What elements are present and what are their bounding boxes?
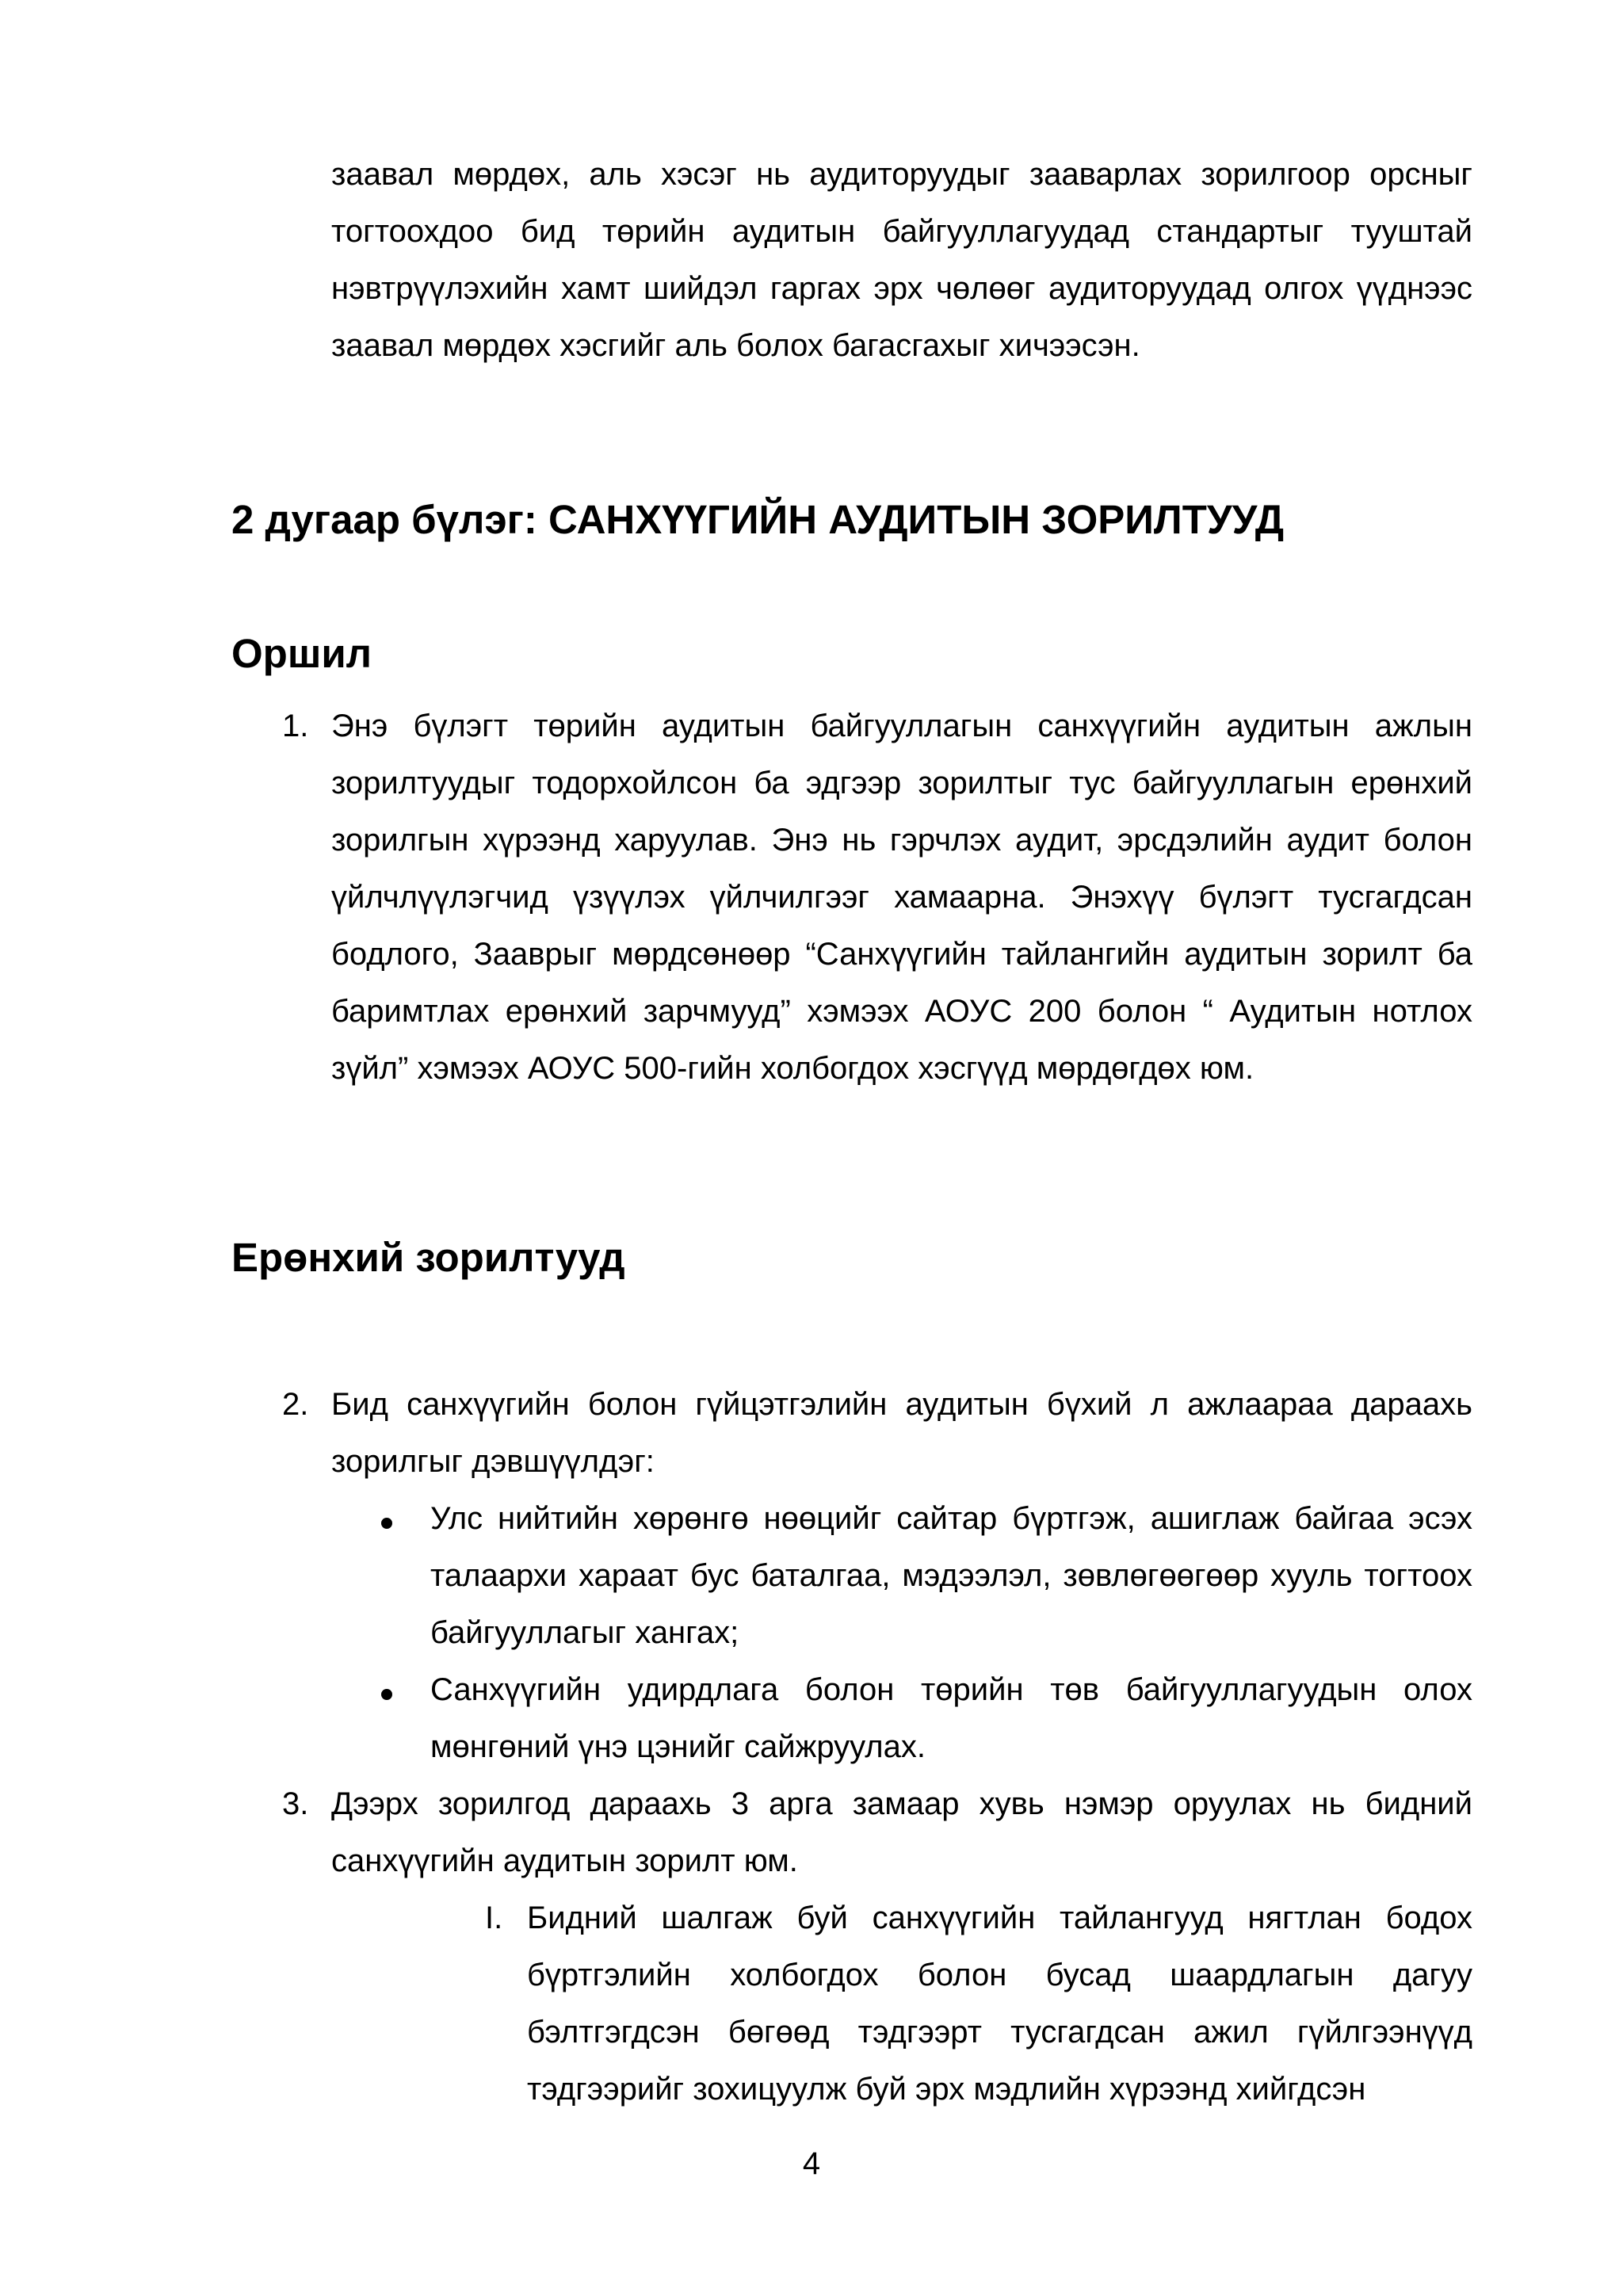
sublist-item-text: Бидний шалгаж буй санхүүгийн тайлангууд нягтлан бодох бүртгэлийн холбогдох болон бусад шаардлагын дагуу бэлтгэгдсэн бөгөөд тэдгээрт тусгагдсан ажил гүйлгээнүүд тэдгээрийг зохицуулж буй эрх мэдлийн хүрээнд хийгдсэн <box>527 1901 1472 2107</box>
list-item-number: 3. <box>282 1786 309 1821</box>
list-item-text: Энэ бүлэгт төрийн аудитын байгууллагын санхүүгийн аудитын ажлын зорилтуудыг тодорхойлсон ба эдгээр зорилтыг тус байгууллагын ерөнхий зорилгын хүрээнд харуулав. Энэ нь гэрчлэх аудит, эрсдэлийн аудит болон үйлчлүүлэгчид үзүүлэх үйлчилгээг хамаарна. Энэхүү бүлэгт тусгагдсан бодлого, Зааврыг мөрдсөнөөр “Санхүүгийн тайлангийн аудитын зорилт ба баримтлах ерөнхий зарчмууд” хэмээх АОУС 200 болон “ Аудитын нотлох зүйл” хэмээх АОУС 500-гийн холбогдох хэсгүүд мөрдөгдөх юм. <box>331 709 1472 1086</box>
page-number: 4 <box>802 2146 821 2181</box>
sublist-item-number: I. <box>485 1901 503 1935</box>
list-item-number: 1. <box>282 709 309 743</box>
section-title-general: Ерөнхий зорилтууд <box>231 1235 625 1280</box>
list-item-text: Дээрх зорилгод дараахь 3 арга замаар хувь нэмэр оруулах нь бидний санхүүгийн аудитын зорилт юм. <box>331 1786 1472 1878</box>
bullet-icon <box>381 1689 392 1700</box>
intro-continuation-paragraph: заавал мөрдөх, аль хэсэг нь аудиторуудыг зааварлах зорилгоор орсныг тогтоохдоо бид төрийн аудитын байгууллагуудад стандартыг тууштай нэвтрүүлэхийн хамт шийдэл гаргах эрх чөлөөг аудиторуудад олгох үүднээс заавал мөрдөх хэсгийг аль болох багасгахыг хичээсэн. <box>331 157 1472 363</box>
bullet-icon <box>381 1518 392 1529</box>
list-item-number: 2. <box>282 1387 309 1422</box>
bullet-item-text: Улс нийтийн хөрөнгө нөөцийг сайтар бүртгэж, ашиглаж байгаа эсэх талаархи хараат бус баталгаа, мэдээлэл, зөвлөгөөгөөр хууль тогтоох байгууллагыг хангах; <box>430 1501 1472 1650</box>
list-item-text: Бид санхүүгийн болон гүйцэтгэлийн аудитын бүхий л ажлаараа дараахь зорилгыг дэвшүүлдэг: <box>331 1387 1472 1479</box>
bullet-item-text: Санхүүгийн удирдлага болон төрийн төв байгууллагуудын олох мөнгөний үнэ цэнийг сайжруулах. <box>430 1672 1472 1764</box>
section-title-intro: Оршил <box>231 631 372 676</box>
chapter-title: 2 дугаар бүлэг: САНХҮҮГИЙН АУДИТЫН ЗОРИЛТУУД <box>231 497 1285 542</box>
